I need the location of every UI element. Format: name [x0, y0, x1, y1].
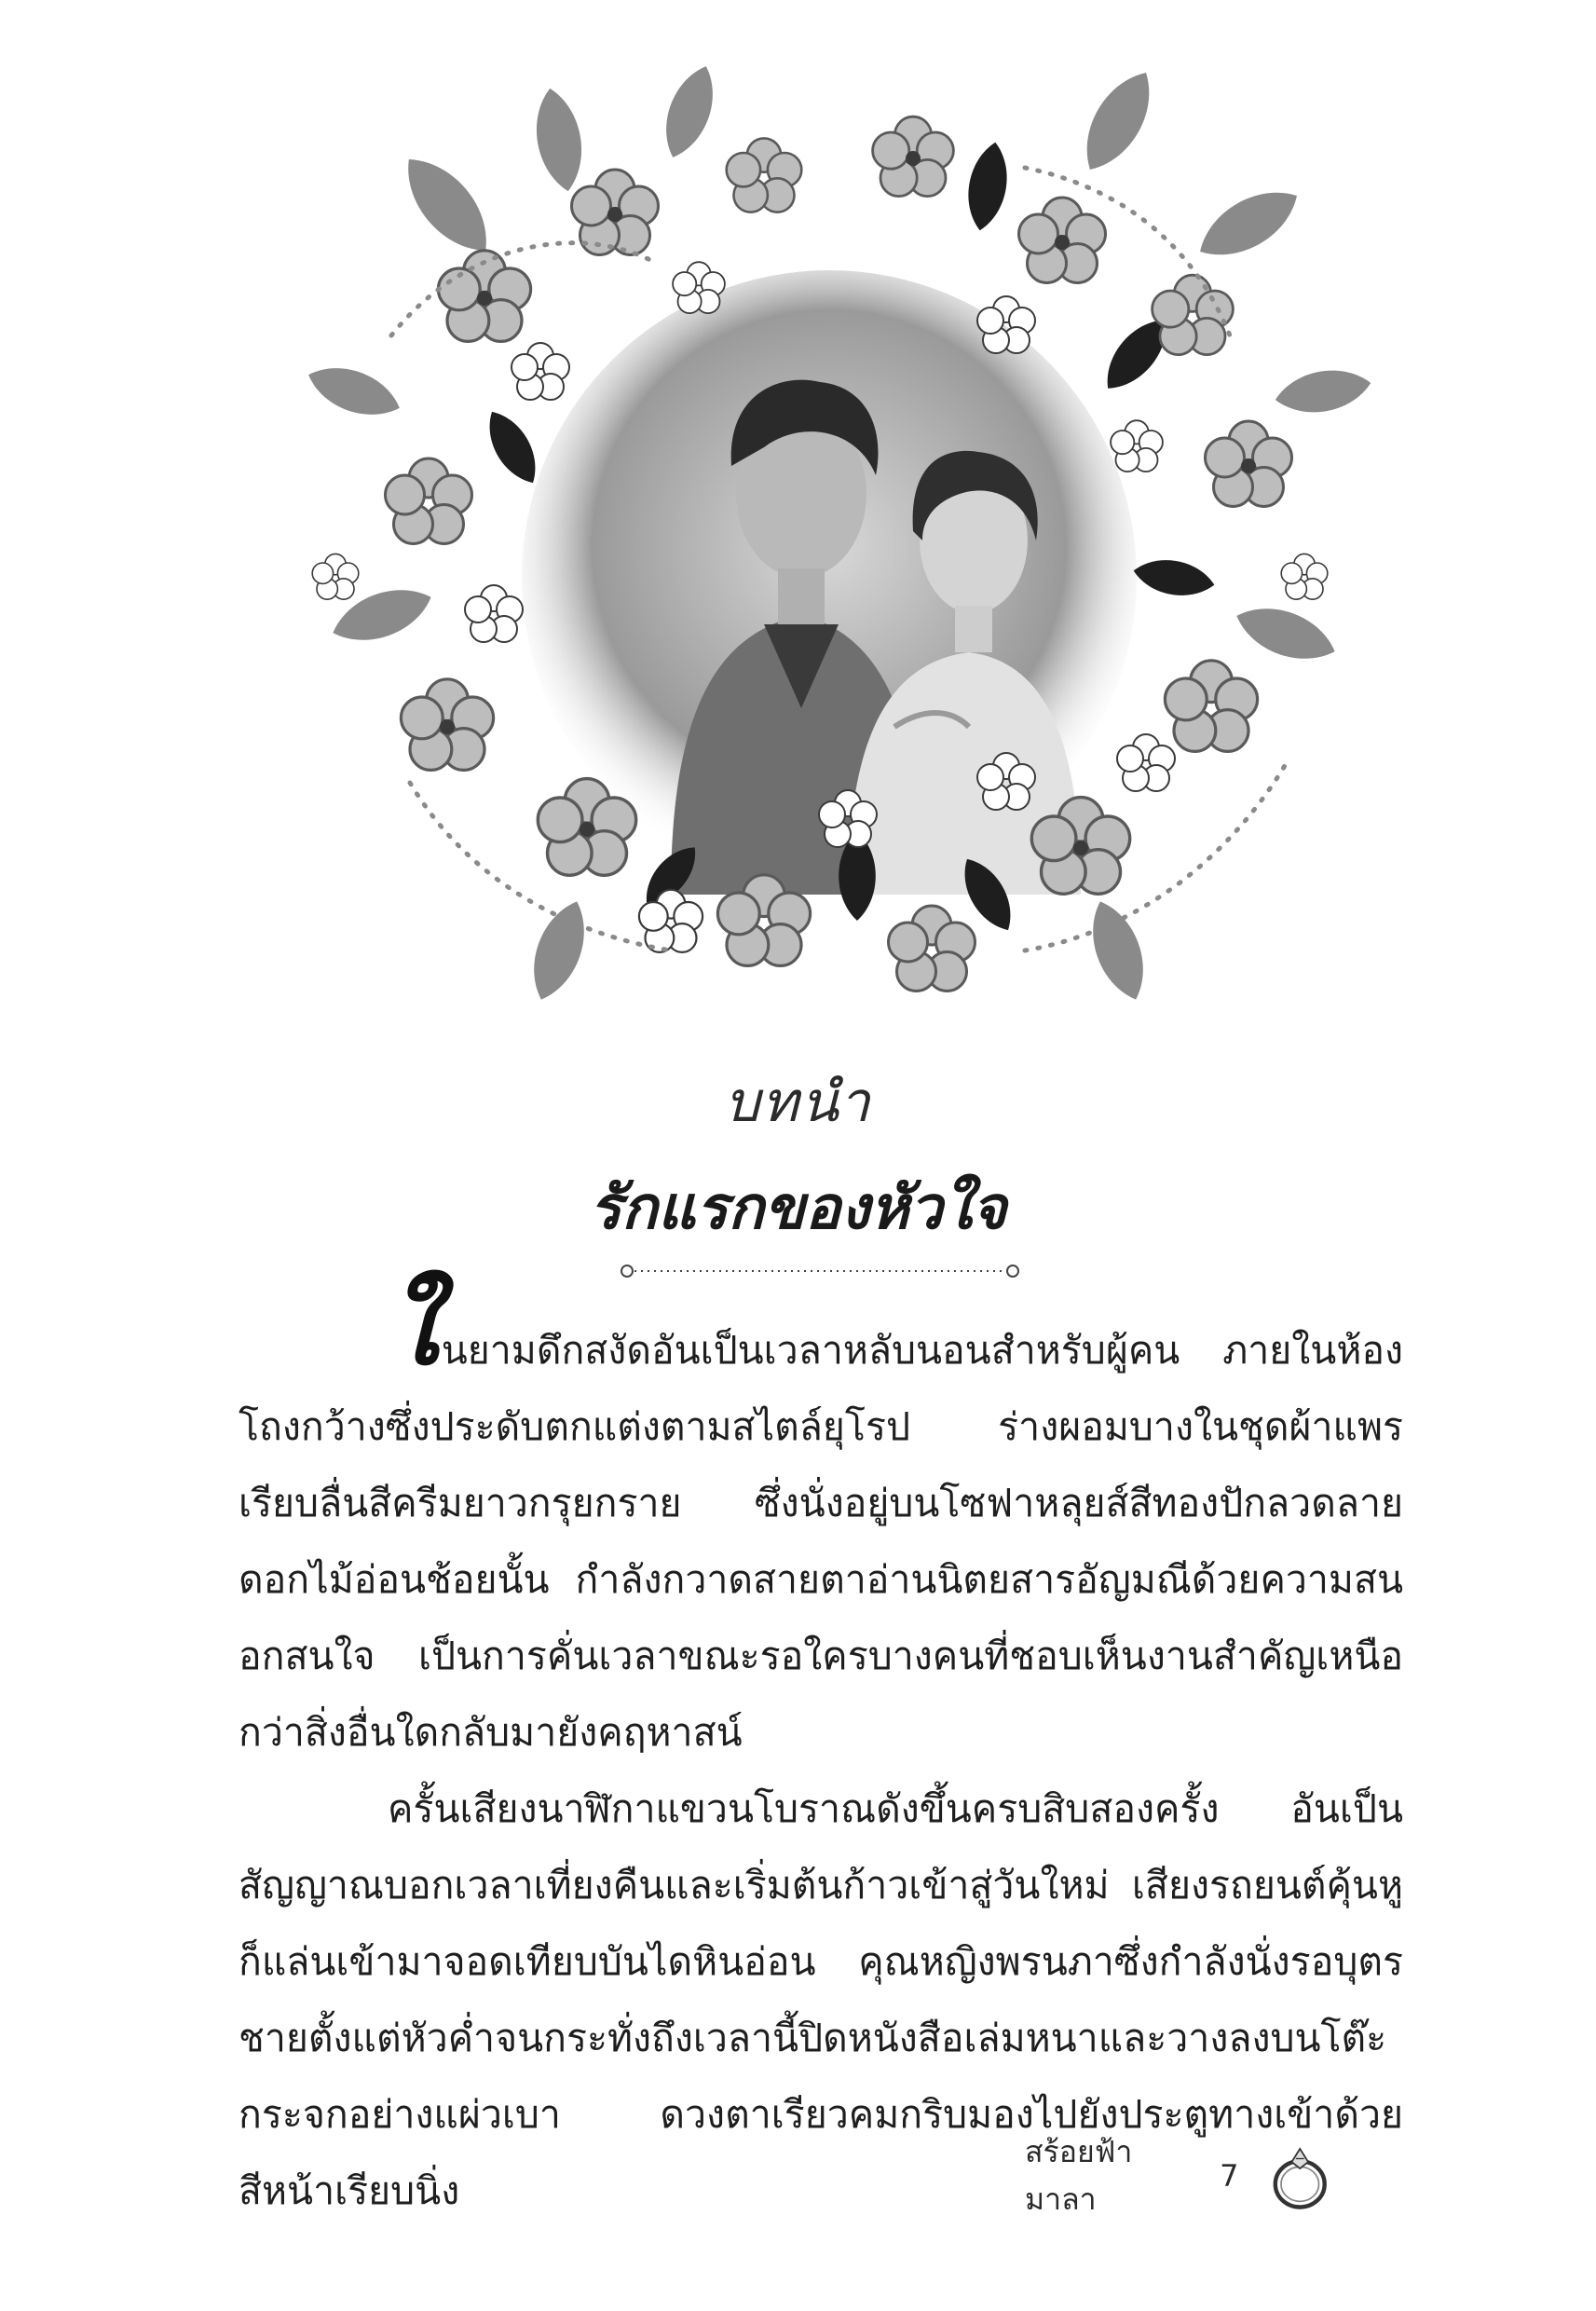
- chapter-title: รักแรกของหัวใจ: [589, 1173, 1007, 1243]
- paragraph-2: ครั้นเสียงนาฬิกาแขวนโบราณดังขึ้นครบสิบสองครั้ง อันเป็นสัญญาณบอกเวลาเที่ยงคืนและเริ่มต้นก้าวเข้าสู่วันใหม่ เสียงรถยนต์คุ้นหูก็แล่นเข้ามาจอดเทียบบันไดหินอ่อน คุณหญิงพรนภาซึ่งกำลังนั่งรอบุตรชายตั้งแต่หัวค่ำจนกระทั่งถึงเวลานี้ปิดหนังสือเล่มหนาและวางลงบนโต๊ะกระจกอย่างแผ่วเบา ดวงตาเรียวคมกริบมองไปยังประตูทางเข้าด้วยสีหน้าเรียบนิ่ง: [239, 1786, 1403, 2213]
- drop-cap: ใ: [388, 1267, 438, 1388]
- ring-icon: [1267, 2134, 1333, 2218]
- floral-wreath-couple-illustration: [280, 56, 1379, 1053]
- divider-ornament: [620, 1262, 1020, 1280]
- footer-book-title: สร้อยฟ้ามาลา: [1025, 2134, 1133, 2217]
- paragraph-1: [239, 1267, 1403, 1771]
- body-text: [239, 1267, 1403, 2229]
- paragraph-1-text: นยามดึกสงัดอันเป็นเวลาหลับนอนสำหรับผู้คน ภายในห้องโถงกว้างซึ่งประดับตกแต่งตามสไตล์ยุโรป ร่างผอมบางในชุดผ้าแพรเรียบลื่นสีครีมยาวกรุยกราย ซึ่งนั่งอยู่บนโซฟาหลุยส์สีทองปักลวดลายดอกไม้อ่อนช้อยนั้น กำลังกวาดสายตาอ่านนิตยสารอัญมณีด้วยความสนอกสนใจ เป็นการคั่นเวลาขณะรอใครบางคนที่ชอบเห็นงานสำคัญเหนือกว่าสิ่งอื่นใดกลับมายังคฤหาสน์: [239, 1328, 1403, 1755]
- page-number: 7: [1220, 2158, 1239, 2194]
- chapter-label: บทนำ: [724, 1070, 872, 1135]
- page-footer: [1025, 2134, 1332, 2218]
